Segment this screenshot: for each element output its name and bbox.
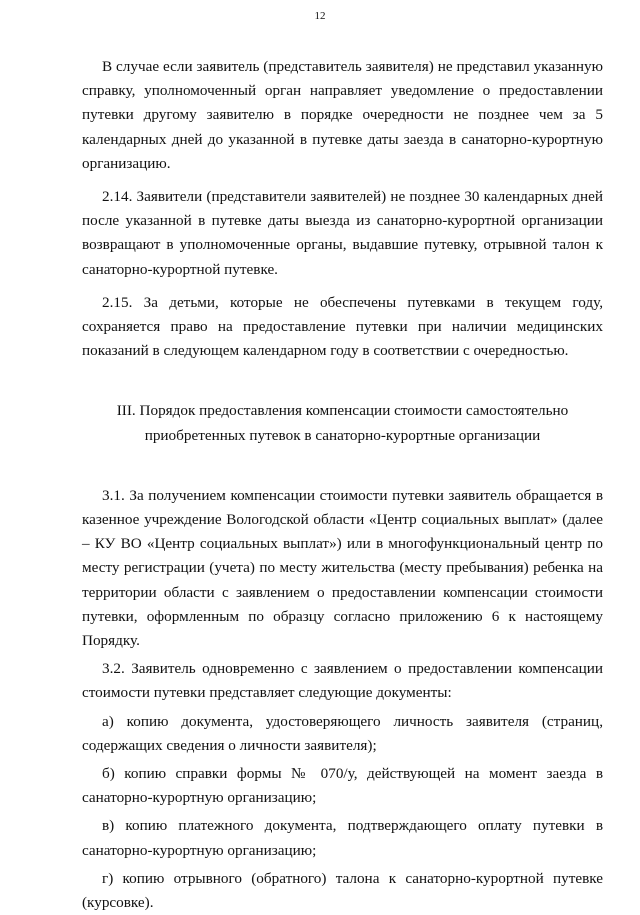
- section-heading-text: III. Порядок предоставления компенсации стоимости самостоятельно приобретенных путевок в санаторно-курортные организации: [116, 402, 569, 444]
- paragraph-3-1: 3.1. За получением компенсации стоимости путевки заявитель обращается в казенное учреждение Вологодской области «Центр социальных выплат» (далее – КУ ВО «Центр социальных выплат») или в многофункциональный центр по месту регистрации (учета) по месту жительства (месту пребывания) ребенка на территории области с заявлением о предоставлении компенсации стоимости путевки, оформленным по образцу согласно приложению 6 к настоящему Порядку.: [82, 486, 603, 650]
- paragraph-2-14: 2.14. Заявители (представители заявителей) не позднее 30 календарных дней после указанной в путевке даты выезда из санаторно-курортной организации возвращают в уполномоченные органы, выдавшие путевку, отрывной талон к санаторно-курортной путевке.: [82, 188, 603, 278]
- page-number: 12: [314, 10, 326, 22]
- document-body: [82, 55, 603, 915]
- section-heading: [82, 399, 603, 447]
- list-item-g: г) копию отрывного (обратного) талона к санаторно-курортной путевке (курсовке).: [82, 869, 603, 912]
- list-item-b: б) копию справки формы № 070/у, действующей на момент заезда в санаторно-курортную организацию;: [82, 765, 603, 807]
- list-item-a: а) копию документа, удостоверяющего личность заявителя (страниц, содержащих сведения о личности заявителя);: [82, 712, 603, 754]
- paragraph-notice: В случае если заявитель (представитель заявителя) не представил указанную справку, уполномоченный орган направляет уведомление о предоставлении путевки другому заявителю в порядке очередности не позднее чем за 5 календарных дней до указанной в путевке даты заезда в санаторно-курортную организацию.: [82, 58, 603, 172]
- paragraph-2-15: 2.15. За детьми, которые не обеспечены путевками в текущем году, сохраняется право на предоставление путевки при наличии медицинских показаний в следующем календарном году в соответствии с очередностью.: [82, 293, 603, 360]
- paragraph-3-2: 3.2. Заявитель одновременно с заявлением о предоставлении компенсации стоимости путевки представляет следующие документы:: [82, 660, 603, 702]
- list-item-v: в) копию платежного документа, подтверждающего оплату путевки в санаторно-курортную организацию;: [82, 817, 603, 859]
